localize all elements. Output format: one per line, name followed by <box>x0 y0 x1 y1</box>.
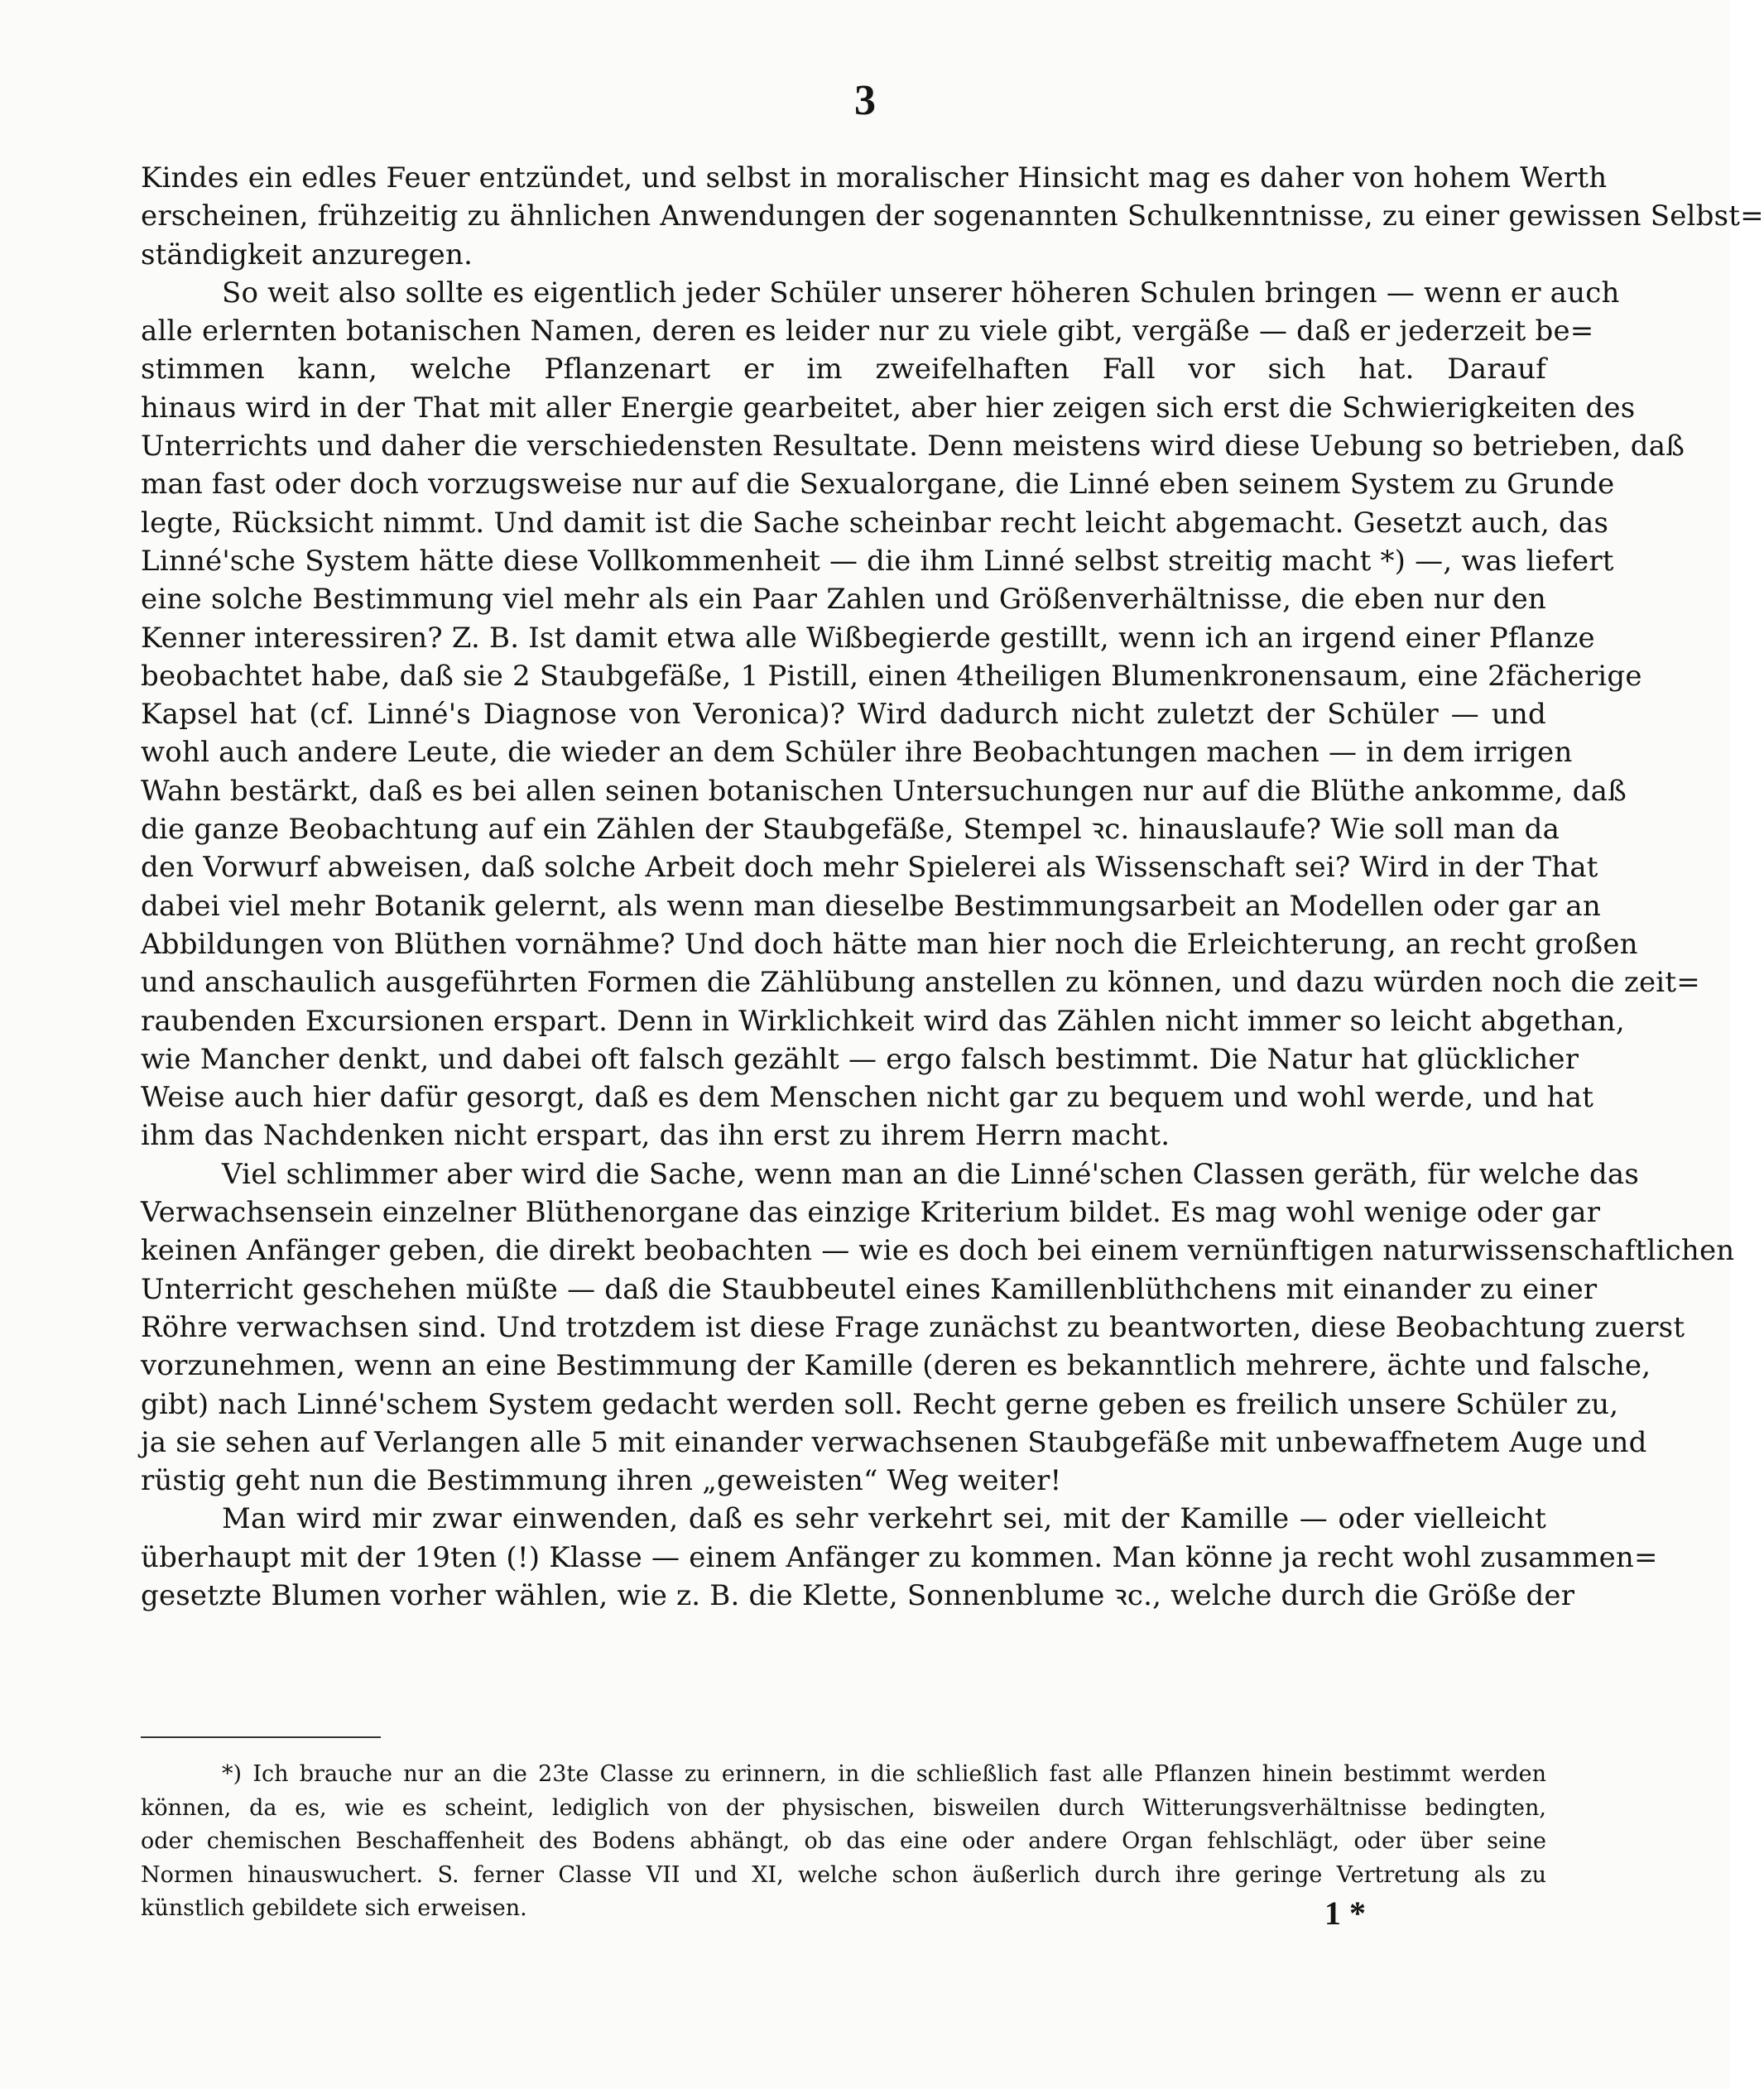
signature-mark: 1 * <box>1324 1895 1366 1932</box>
text-line: eine solche Bestimmung viel mehr als ein Paar Zahlen und Größenverhältnisse, die eben nur den <box>141 583 1546 617</box>
text-line: gesetzte Blumen vorher wählen, wie z. B. die Klette, Sonnenblume ꝛc., welche durch die Größe der <box>141 1578 1575 1612</box>
text-line: rüstig geht nun die Bestimmung ihren „geweisten“ Weg weiter! <box>141 1464 1062 1498</box>
page-number: 3 <box>854 77 876 124</box>
text-line: hinaus wird in der That mit aller Energie gearbeitet, aber hier zeigen sich erst die Schwierigkeiten des <box>141 391 1636 425</box>
text-line: raubenden Excursionen erspart. Denn in Wirklichkeit wird das Zählen nicht immer so leicht abgethan, <box>141 1004 1625 1038</box>
text-line: ihm das Nachdenken nicht erspart, das ihn erst zu ihrem Herrn macht. <box>141 1119 1170 1153</box>
text-line: Linné'sche System hätte diese Vollkommenheit — die ihm Linné selbst streitig macht *) —, was liefert <box>141 544 1614 578</box>
text-line: Kenner interessiren? Z. B. Ist damit etwa alle Wißbegierde gestillt, wenn ich an irgend einer Pflanze <box>141 621 1595 655</box>
text-line: dabei viel mehr Botanik gelernt, als wenn man dieselbe Bestimmungsarbeit an Modellen oder gar an <box>141 889 1601 923</box>
text-line: Man wird mir zwar einwenden, daß es sehr verkehrt sei, mit der Kamille — oder vielleicht <box>222 1502 1546 1536</box>
text-line: Viel schlimmer aber wird die Sache, wenn man an die Linné'schen Classen geräth, für welche das <box>222 1157 1640 1191</box>
footnote-line: oder chemischen Beschaffenheit des Bodens abhängt, ob das eine oder andere Organ fehlschlägt, oder über seine <box>141 1828 1546 1854</box>
main-text <box>141 159 1764 1615</box>
text-line: erscheinen, frühzeitig zu ähnlichen Anwendungen der sogenannten Schulkenntnisse, zu einer gewissen Selbst= <box>141 199 1764 233</box>
text-line: ja sie sehen auf Verlangen alle 5 mit einander verwachsenen Staubgefäße mit unbewaffnetem Auge und <box>141 1425 1647 1459</box>
text-line: Unterrichts und daher die verschiedensten Resultate. Denn meistens wird diese Uebung so betrieben, daß <box>141 430 1685 463</box>
text-line: man fast oder doch vorzugsweise nur auf die Sexualorgane, die Linné eben seinem System zu Grunde <box>141 468 1615 502</box>
text-line: den Vorwurf abweisen, daß solche Arbeit doch mehr Spielerei als Wissenschaft sei? Wird in der That <box>141 851 1598 885</box>
text-line: So weit also sollte es eigentlich jeder Schüler unserer höheren Schulen bringen — wenn er auch <box>222 276 1620 310</box>
footnote-line: *) Ich brauche nur an die 23te Classe zu erinnern, in die schließlich fast alle Pflanzen hinein bestimmt werden <box>222 1761 1546 1787</box>
text-line: die ganze Beobachtung auf ein Zählen der Staubgefäße, Stempel ꝛc. hinauslaufe? Wie soll man da <box>141 813 1560 847</box>
text-line: Wahn bestärkt, daß es bei allen seinen botanischen Untersuchungen nur auf die Blüthe ankomme, daß <box>141 774 1627 808</box>
text-line: Röhre verwachsen sind. Und trotzdem ist diese Frage zunächst zu beantworten, diese Beobachtung zuerst <box>141 1310 1685 1344</box>
text-line: keinen Anfänger geben, die direkt beobachten — wie es doch bei einem vernünftigen naturwissenschaftlichen <box>141 1234 1735 1268</box>
text-line: legte, Rücksicht nimmt. Und damit ist die Sache scheinbar recht leicht abgemacht. Gesetzt auch, das <box>141 506 1609 540</box>
text-line: Kapsel hat (cf. Linné's Diagnose von Veronica)? Wird dadurch nicht zuletzt der Schüler — und <box>141 698 1546 732</box>
text-line: beobachtet habe, daß sie 2 Staubgefäße, 1 Pistill, einen 4theiligen Blumenkronensaum, eine 2fächerige <box>141 659 1642 693</box>
text-line: Weise auch hier dafür gesorgt, daß es dem Menschen nicht gar zu bequem und wohl werde, und hat <box>141 1081 1594 1115</box>
text-line: wie Mancher denkt, und dabei oft falsch gezählt — ergo falsch bestimmt. Die Natur hat glücklicher <box>141 1042 1579 1076</box>
text-line: Kindes ein edles Feuer entzündet, und selbst in moralischer Hinsicht mag es daher von hohem Werth <box>141 161 1608 194</box>
text-line: und anschaulich ausgeführten Formen die Zählübung anstellen zu können, und dazu würden noch die zeit= <box>141 966 1700 1000</box>
footnote-divider <box>141 1736 381 1738</box>
text-line: ständigkeit anzuregen. <box>141 238 473 271</box>
text-line: Verwachsensein einzelner Blüthenorgane das einzige Kriterium bildet. Es mag wohl wenige oder gar <box>141 1196 1601 1230</box>
footnote-line: künstlich gebildete sich erweisen. <box>141 1895 527 1921</box>
text-line: stimmen kann, welche Pflanzenart er im zweifelhaften Fall vor sich hat. Darauf <box>141 353 1546 387</box>
text-line: wohl auch andere Leute, die wieder an dem Schüler ihre Beobachtungen machen — in dem irrigen <box>141 736 1573 770</box>
text-line: Unterricht geschehen müßte — daß die Staubbeutel eines Kamillenblüthchens mit einander zu einer <box>141 1272 1598 1306</box>
text-line: alle erlernten botanischen Namen, deren es leider nur zu viele gibt, vergäße — daß er jederzeit be= <box>141 315 1594 348</box>
footnote-line: können, da es, wie es scheint, lediglich von der physischen, bisweilen durch Witterungsverhältnisse bedingten, <box>141 1794 1546 1821</box>
text-line: überhaupt mit der 19ten (!) Klasse — einem Anfänger zu kommen. Man könne ja recht wohl zusammen= <box>141 1540 1658 1574</box>
text-line: Abbildungen von Blüthen vornähme? Und doch hätte man hier noch die Erleichterung, an recht großen <box>141 927 1638 961</box>
text-line: vorzunehmen, wenn an eine Bestimmung der Kamille (deren es bekanntlich mehrere, ächte und falsche, <box>141 1349 1651 1383</box>
text-line: gibt) nach Linné'schem System gedacht werden soll. Recht gerne geben es freilich unsere Schüler zu, <box>141 1387 1619 1421</box>
footnote-line: Normen hinauswuchert. S. ferner Classe VII und XI, welche schon äußerlich durch ihre geringe Vertretung als zu <box>141 1861 1546 1888</box>
